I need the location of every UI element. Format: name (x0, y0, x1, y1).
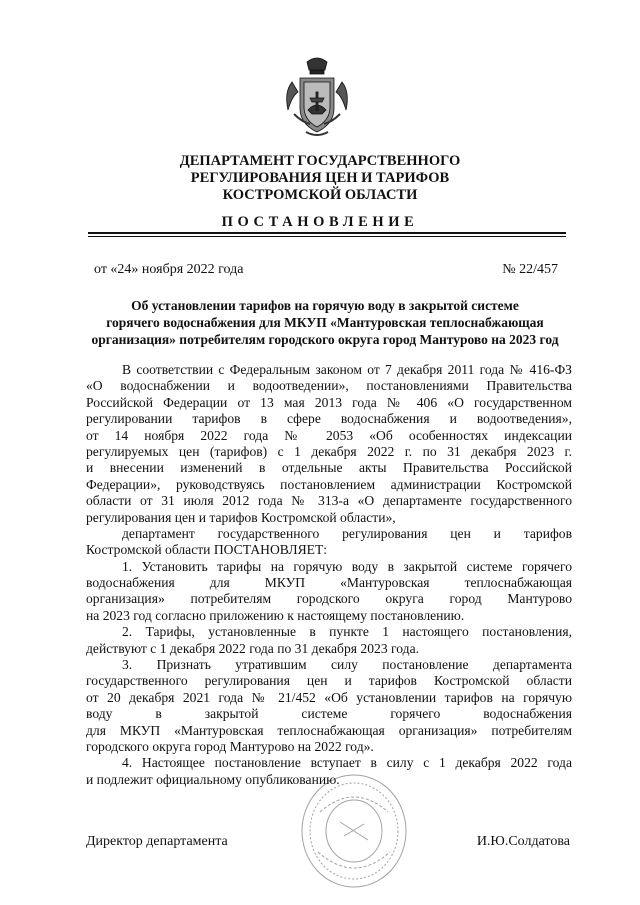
body-line: 2. Тарифы, установленные в пункте 1 настоящего постановления, (122, 624, 572, 640)
body-line: на 2023 год согласно приложению к настоящему постановлению. (86, 607, 465, 623)
body-line: департамент государственного регулирования цен и тарифов (122, 525, 572, 541)
subject-line: Об установлении тарифов на горячую воду в закрытой системе (131, 298, 519, 313)
department-line: РЕГУЛИРОВАНИЯ ЦЕН И ТАРИФОВ (190, 170, 450, 186)
body-line: воду в закрытой системе горячего водоснабжения (86, 706, 572, 722)
signatory-name: И.Ю.Солдатова (476, 834, 570, 849)
body-line: регулировании тарифов в сфере водоснабжения и водоотведения», (86, 411, 572, 427)
subject-line: организация» потребителям городского округа город Мантурово на 2023 год (91, 332, 559, 347)
body-line: водоснабжения для МКУП «Мантуровская теплоснабжающая (86, 575, 572, 591)
department-line: КОСТРОМСКОЙ ОБЛАСТИ (222, 187, 418, 203)
body-line: и внесении изменений в отдельные акты Правительства Российской (86, 460, 572, 476)
department-line: ДЕПАРТАМЕНТ ГОСУДАРСТВЕННОГО (179, 153, 461, 169)
body-line: Федерации», руководствуясь постановлением администрации Костромской (86, 476, 572, 492)
body-line: действуют с 1 декабря 2022 года по 31 декабря 2023 года. (86, 640, 419, 656)
official-seal-stamp (300, 772, 408, 890)
body-line: 1. Установить тарифы на горячую воду в закрытой системе горячего (122, 558, 572, 574)
header-divider (88, 232, 566, 234)
body-line: организация» потребителям городского округа город Мантурово (86, 591, 572, 607)
document-type: ПОСТАНОВЛЕНИЕ (221, 214, 419, 230)
document-subject (70, 297, 580, 348)
department-name (60, 153, 580, 204)
body-line: «О водоснабжении и водоотведении», постановлениями Правительства (86, 378, 572, 394)
body-line: регулирования цен и тарифов Костромской области», (86, 509, 396, 525)
body-line: для МКУП «Мантуровская теплоснабжающая организация» потребителям (86, 722, 572, 738)
coat-of-arms-emblem (282, 52, 352, 138)
body-line: регулируемых цен (тарифов) с 1 декабря 2022 г. по 31 декабря 2023 г. (86, 443, 572, 459)
body-line: 3. Признать утратившим силу постановление департамента (122, 657, 572, 673)
signatory-position: Директор департамента (86, 834, 228, 849)
body-line: 4. Настоящее постановление вступает в силу с 1 декабря 2022 года (122, 755, 572, 771)
body-line: Российской Федерации от 13 мая 2013 года № 406 «О государственном (86, 394, 572, 410)
document-number: № 22/457 (502, 262, 558, 277)
body-line: городского округа город Мантурово на 2022 год». (86, 738, 374, 754)
body-line: государственного регулирования цен и тарифов Костромской области (86, 673, 572, 689)
body-line: области от 31 июля 2012 года № 313-а «О департаменте государственного (86, 493, 572, 509)
body-line: В соответствии с Федеральным законом от 7 декабря 2011 года № 416-ФЗ (122, 362, 572, 377)
document-body (86, 362, 572, 788)
body-line: и подлежит официальному опубликованию. (86, 771, 340, 787)
document-date: от «24» ноября 2022 года (94, 262, 244, 277)
header-divider-thin (88, 236, 566, 237)
body-line: от 20 декабря 2021 года № 21/452 «Об установлении тарифов на горячую (86, 689, 572, 705)
subject-line: горячего водоснабжения для МКУП «Мантуровская теплоснабжающая (106, 315, 544, 330)
body-line: от 14 ноября 2022 года № 2053 «Об особенностях индексации (86, 427, 572, 443)
body-line: Костромской области ПОСТАНОВЛЯЕТ: (86, 542, 328, 558)
